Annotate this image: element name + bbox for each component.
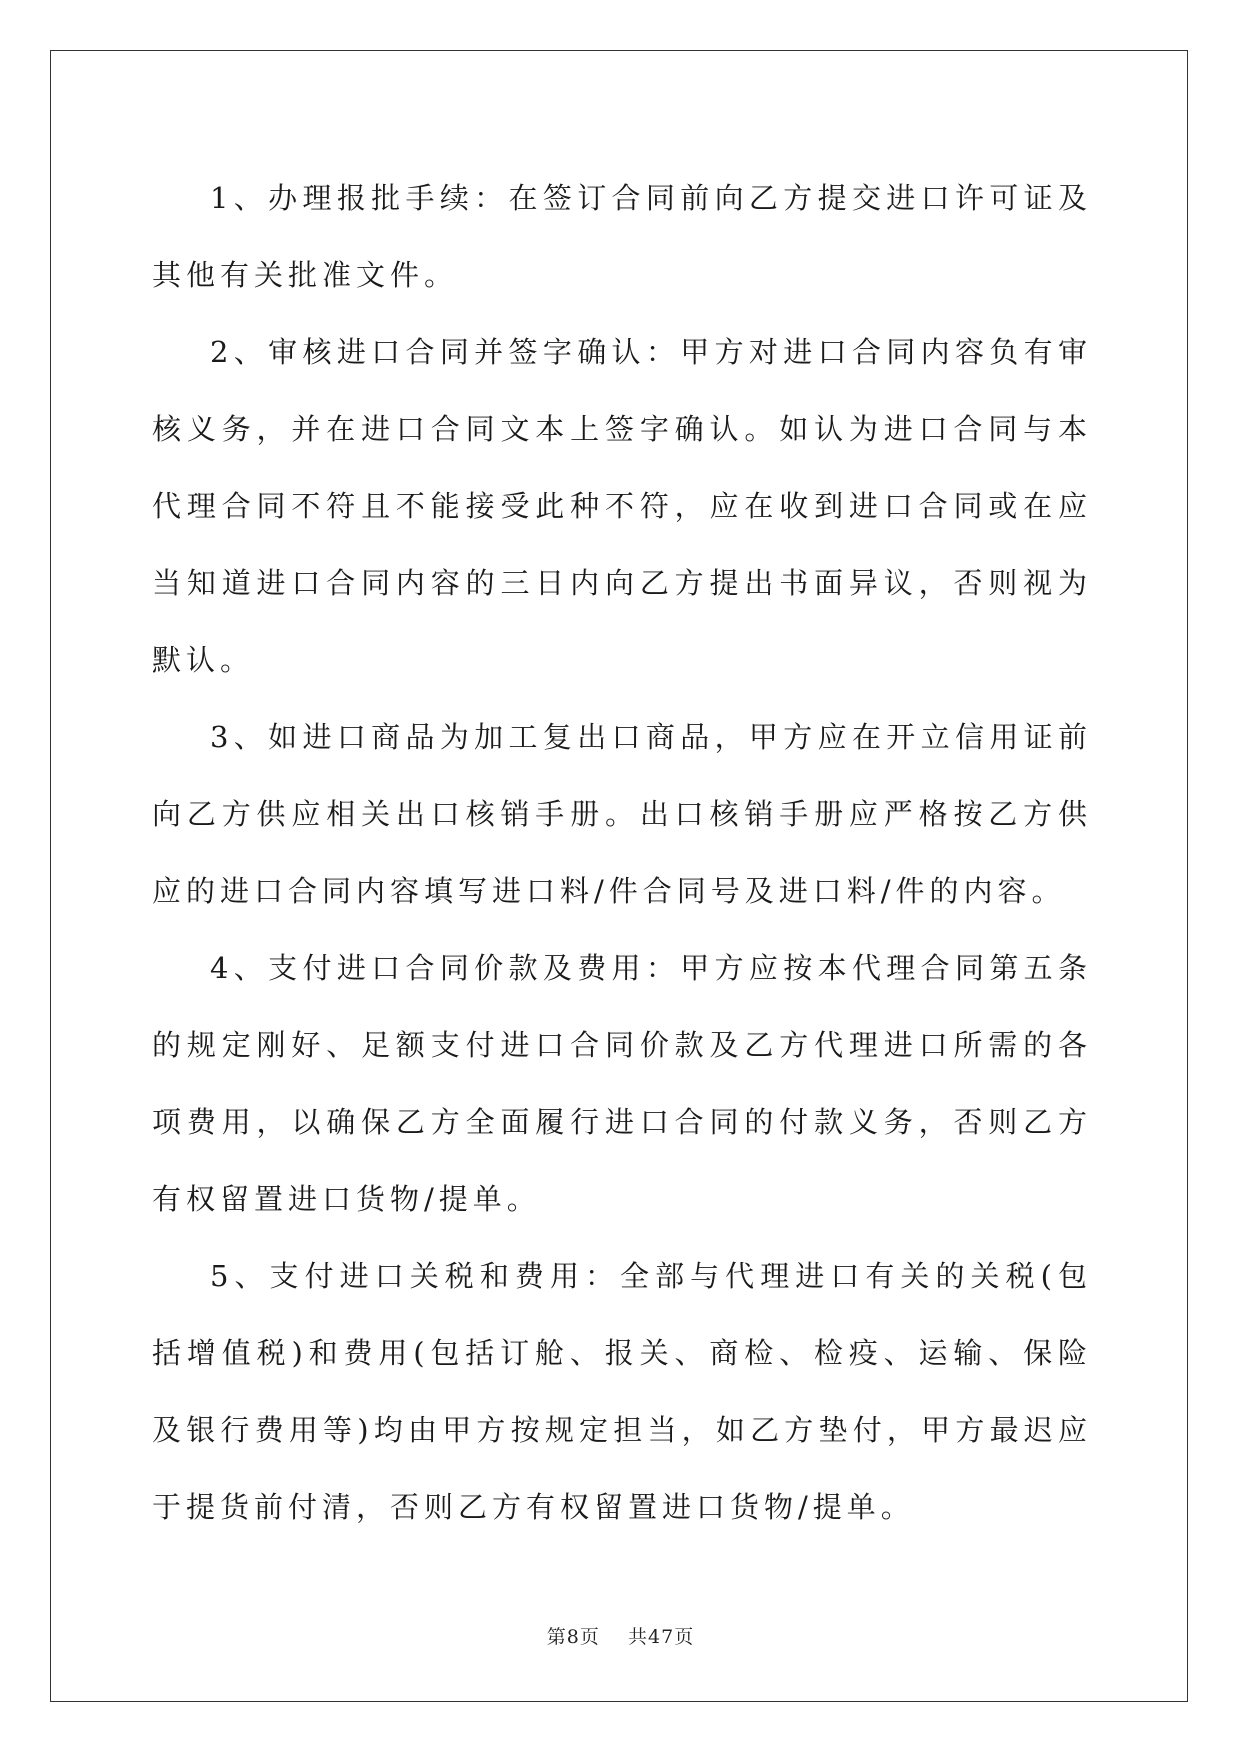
- paragraph-4: 4、支付进口合同价款及费用：甲方应按本代理合同第五条的规定刚好、足额支付进口合同价款及乙方代理进口所需的各项费用，以确保乙方全面履行进口合同的付款义务，否则乙方有权留置进口货物/提单。: [152, 951, 1092, 1216]
- page-total: 共47页: [628, 1626, 695, 1648]
- paragraph-2: 2、审核进口合同并签字确认：甲方对进口合同内容负有审核义务，并在进口合同文本上签字确认。如认为进口合同与本代理合同不符且不能接受此种不符，应在收到进口合同或在应当知道进口合同内容的三日内向乙方提出书面异议，否则视为默认。: [152, 335, 1092, 677]
- document-body: [152, 160, 1092, 1546]
- paragraph-3: 3、如进口商品为加工复出口商品，甲方应在开立信用证前向乙方供应相关出口核销手册。出口核销手册应严格按乙方供应的进口合同内容填写进口料/件合同号及进口料/件的内容。: [152, 720, 1092, 908]
- paragraph-1: 1、办理报批手续：在签订合同前向乙方提交进口许可证及其他有关批准文件。: [152, 181, 1092, 292]
- page-footer: [0, 1622, 1241, 1649]
- page-number: 第8页: [546, 1626, 600, 1648]
- paragraph-5: 5、支付进口关税和费用：全部与代理进口有关的关税(包括增值税)和费用(包括订舱、报关、商检、检疫、运输、保险及银行费用等)均由甲方按规定担当，如乙方垫付，甲方最迟应于提货前付清，否则乙方有权留置进口货物/提单。: [152, 1259, 1092, 1524]
